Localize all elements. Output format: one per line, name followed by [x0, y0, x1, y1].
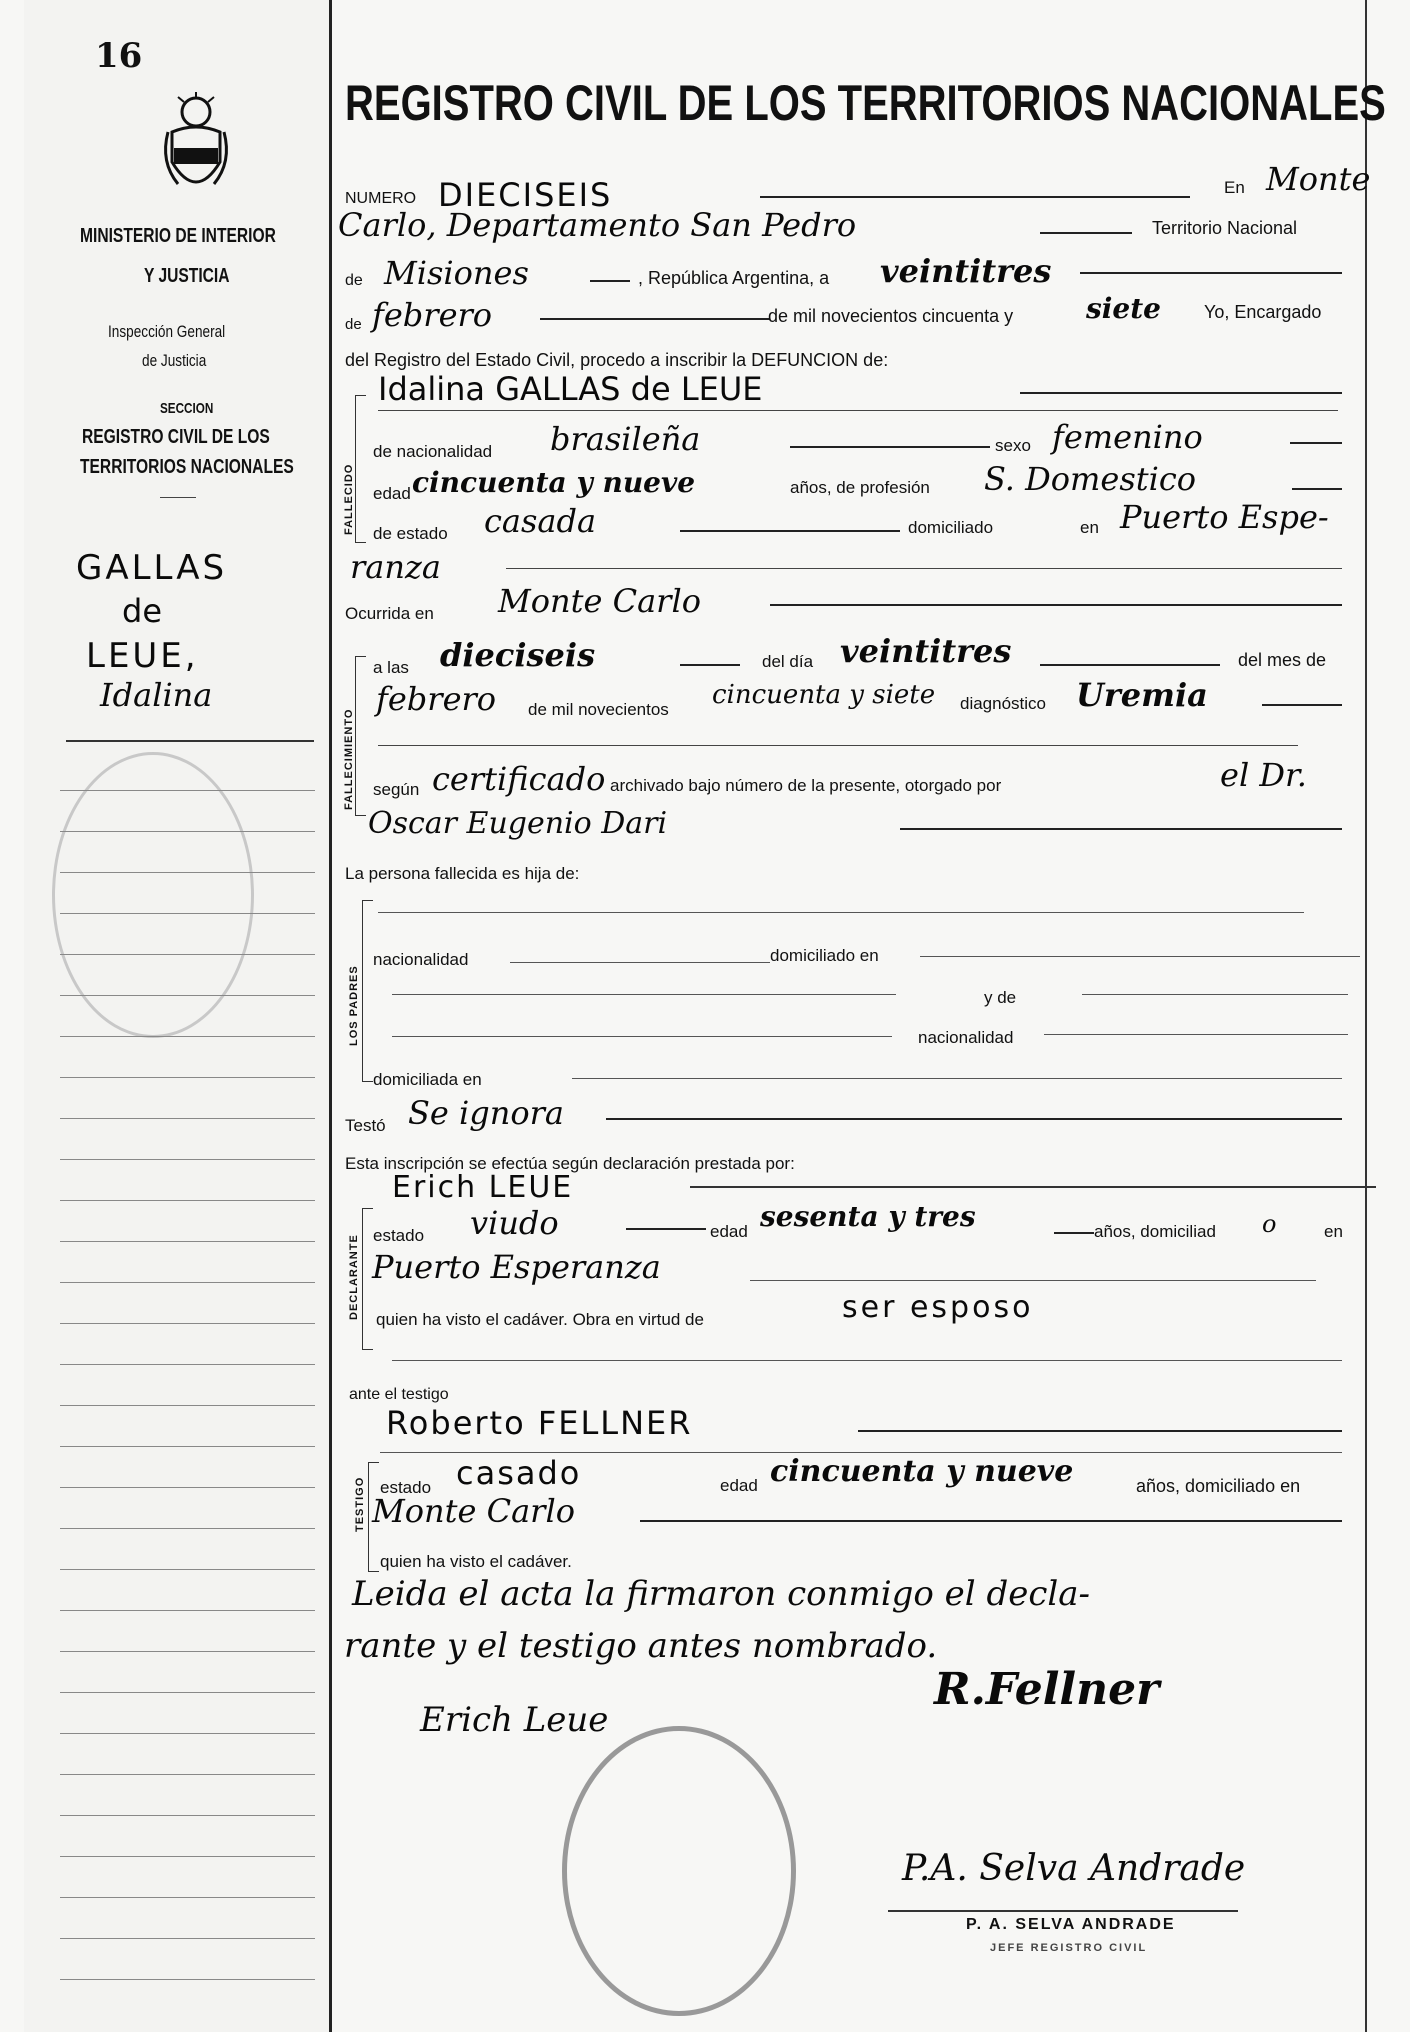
signature-declarante: Erich Leue: [420, 1700, 609, 1740]
annotation-surname: GALLAS: [76, 548, 228, 588]
place-value: Carlo, Departamento San Pedro: [338, 206, 857, 244]
fill-line: [1290, 442, 1342, 444]
estado-label: de estado: [373, 524, 448, 543]
profesion-label: años, de profesión: [790, 478, 930, 497]
anio-value: cincuenta y siete: [712, 680, 936, 710]
margin-ruled-line: [60, 1610, 315, 1611]
estado-value: casada: [484, 502, 597, 540]
fill-line: [392, 1360, 1342, 1361]
coat-of-arms-icon: [158, 92, 234, 204]
del-registro-text: del Registro del Estado Civil, procedo a inscribir la DEFUNCION de:: [345, 350, 889, 370]
margin-ruled-line: [60, 1487, 315, 1488]
domiciliado-label: domiciliado: [908, 518, 994, 537]
fill-line: [1054, 1232, 1094, 1234]
fill-line: [510, 962, 770, 963]
fill-line: [626, 1228, 706, 1230]
fill-line: [680, 530, 900, 532]
edad-label: edad: [373, 484, 411, 503]
padres-nacionalidad2-label: nacionalidad: [918, 1028, 1014, 1047]
fill-line: [590, 280, 630, 282]
diagnostico-value: Uremia: [1076, 676, 1208, 714]
fill-line: [540, 318, 770, 320]
test-estado-label: estado: [380, 1478, 432, 1497]
fill-line: [378, 912, 1304, 913]
hora-value: dieciseis: [440, 636, 596, 674]
section-bracket: [355, 656, 366, 816]
margin-ruled-line: [60, 1979, 315, 1980]
testigo-name: Roberto FELLNER: [386, 1404, 693, 1442]
ocurrida-value: Monte Carlo: [498, 582, 701, 620]
testo-value: Se ignora: [408, 1094, 564, 1132]
republica-label: , República Argentina, a: [638, 268, 830, 288]
nacionalidad-label: de nacionalidad: [373, 442, 493, 461]
signature-testigo: R.Fellner: [934, 1664, 1160, 1715]
margin-ruled-line: [60, 1938, 315, 1939]
annotation-de: de: [122, 592, 162, 630]
decl-anios-suffix: o: [1262, 1210, 1277, 1238]
en-value: Monte: [1266, 160, 1371, 198]
jefe-title: JEFE REGISTRO CIVIL: [990, 1942, 1148, 1954]
section-label: SECCION: [160, 400, 214, 417]
mes-value: febrero: [376, 680, 497, 718]
year-label: de mil novecientos cincuenta y: [768, 306, 1014, 326]
fill-line: [1082, 994, 1348, 995]
fill-line: [392, 994, 896, 995]
fill-line: [1292, 488, 1342, 490]
year-value: siete: [1086, 292, 1161, 325]
fill-line: [1080, 272, 1342, 274]
fill-line: [920, 956, 1360, 957]
fill-line: [750, 1280, 1316, 1281]
margin-ruled-line: [60, 790, 315, 791]
nacionalidad-value: brasileña: [550, 420, 701, 458]
margin-ruled-line: [60, 1446, 315, 1447]
fill-line: [760, 196, 1190, 198]
test-quien-label: quien ha visto el cadáver.: [380, 1552, 572, 1571]
deceased-name: Idalina GALLAS de LEUE: [378, 370, 763, 408]
side-label-fallecido: FALLECIDO: [343, 463, 355, 535]
margin-ruled-line: [60, 1323, 315, 1324]
margin-ruled-line: [60, 1159, 315, 1160]
ministry-line-2: Y JUSTICIA: [144, 265, 230, 287]
side-label-testigo: TESTIGO: [354, 1476, 366, 1532]
fill-line: [690, 1186, 1376, 1188]
test-anios-label: años, domiciliado en: [1136, 1476, 1301, 1496]
side-label-declarante: DECLARANTE: [348, 1234, 360, 1320]
numero-label: NUMERO: [345, 190, 417, 207]
registry-line-2: TERRITORIOS NACIONALES: [80, 456, 294, 478]
edad-value: cincuenta y nueve: [412, 466, 696, 499]
padres-nacionalidad-label: nacionalidad: [373, 950, 469, 969]
territorio-label: Territorio Nacional: [1152, 218, 1298, 238]
day-value: veintitres: [880, 252, 1052, 290]
test-estado-value: casado: [456, 1454, 582, 1492]
name-underline: [378, 410, 1338, 411]
diagnostico-label: diagnóstico: [960, 694, 1047, 713]
dia-value: veintitres: [840, 632, 1012, 670]
del-dia-label: del día: [762, 652, 814, 671]
margin-ruled-line: [60, 1118, 315, 1119]
segun-value: certificado: [432, 760, 606, 798]
page-title: REGISTRO CIVIL DE LOS TERRITORIOS NACIONALES: [345, 75, 1386, 131]
margin-ruled-line: [60, 1528, 315, 1529]
otorgado-value-2: Oscar Eugenio Dari: [368, 806, 668, 841]
page-number: 16: [95, 36, 143, 76]
del-mes-label: del mes de: [1238, 650, 1327, 670]
en-label: En: [1224, 178, 1245, 197]
otorgado-value-1: el Dr.: [1220, 756, 1307, 794]
margin-underline: [66, 740, 314, 742]
fill-line: [1020, 392, 1342, 394]
margin-ruled-line: [60, 1241, 315, 1242]
domiciliada-label: domiciliada en: [373, 1070, 482, 1089]
margin-ruled-line: [60, 831, 315, 832]
de-mil-label: de mil novecientos: [528, 700, 669, 719]
sexo-value: femenino: [1052, 418, 1203, 456]
right-edge-line: [1365, 0, 1367, 2032]
margin-ruled-line: [60, 995, 315, 996]
fill-line: [378, 745, 1298, 746]
decl-en-label: en: [1324, 1222, 1343, 1241]
inscripcion-label: Esta inscripción se efectúa según declaración prestada por:: [345, 1154, 795, 1173]
margin-ruled-line: [60, 1815, 315, 1816]
margin-ruled-line: [60, 1733, 315, 1734]
signature-line: [888, 1910, 1238, 1912]
decl-estado-value: viudo: [470, 1204, 559, 1242]
fill-line: [1262, 704, 1342, 706]
margin-ruled-line: [60, 954, 315, 955]
hija-label: La persona fallecida es hija de:: [345, 864, 580, 883]
de-label: de: [345, 272, 363, 289]
fill-line: [506, 568, 1342, 569]
inspection-line-1: Inspección General: [108, 322, 226, 341]
official-stamp: [562, 1726, 796, 2016]
sexo-label: sexo: [995, 436, 1031, 455]
section-bracket: [362, 900, 373, 1082]
margin-ruled-line: [60, 1282, 315, 1283]
profesion-value: S. Domestico: [984, 460, 1197, 498]
side-label-fallecimiento: FALLECIMIENTO: [343, 708, 355, 810]
margin-ruled-line: [60, 1036, 315, 1037]
fill-line: [900, 828, 1342, 830]
fill-line: [1040, 232, 1132, 234]
section-bracket: [355, 395, 366, 543]
domiciliado-en-label: en: [1080, 518, 1099, 537]
domicilio-value-2: ranza: [350, 548, 441, 586]
decl-edad-value: sesenta y tres: [760, 1200, 976, 1233]
domicilio-value-1: Puerto Espe-: [1120, 498, 1329, 536]
fill-line: [770, 604, 1342, 606]
margin-ruled-line: [60, 1774, 315, 1775]
margin-ruled-line: [60, 1364, 315, 1365]
margin-ruled-line: [60, 1569, 315, 1570]
decl-domicilio-value: Puerto Esperanza: [372, 1248, 661, 1286]
quien-label: quien ha visto el cadáver. Obra en virtud de: [376, 1310, 704, 1329]
testo-label: Testó: [345, 1116, 386, 1135]
de-label-2: de: [345, 316, 362, 333]
fill-line: [790, 446, 990, 448]
fill-line: [572, 1078, 1342, 1079]
decl-estado-label: estado: [373, 1226, 425, 1245]
fill-line: [680, 664, 740, 666]
margin-ruled-line: [60, 1897, 315, 1898]
margin-ruled-line: [60, 1651, 315, 1652]
margin-divider: [329, 0, 332, 2032]
y-de-label: y de: [984, 988, 1017, 1007]
fill-line: [392, 1036, 892, 1037]
margin-ruled-line: [60, 913, 315, 914]
quien-value: ser esposo: [842, 1290, 1034, 1325]
fill-line: [1044, 1034, 1348, 1035]
margin-ruled-line: [60, 1405, 315, 1406]
numero-value: DIECISEIS: [438, 176, 613, 214]
fill-line: [1040, 664, 1220, 666]
decl-anios-label: años, domiciliad: [1094, 1222, 1216, 1241]
ministry-line-1: MINISTERIO DE INTERIOR: [80, 225, 276, 247]
fill-line: [606, 1118, 1342, 1120]
a-las-label: a las: [373, 658, 409, 677]
annotation-given-name: Idalina: [100, 676, 213, 714]
padres-domiciliado-label: domiciliado en: [770, 946, 879, 965]
margin-ruled-line: [60, 1856, 315, 1857]
margin-ruled-line: [60, 872, 315, 873]
margin-ruled-line: [60, 1200, 315, 1201]
segun-label: según: [373, 780, 420, 799]
testigo-label: ante el testigo: [349, 1386, 449, 1403]
encargado-label: Yo, Encargado: [1204, 302, 1322, 322]
archivado-label: archivado bajo número de la presente, otorgado por: [610, 776, 1002, 795]
registry-line-1: REGISTRO CIVIL DE LOS: [82, 426, 270, 448]
test-edad-label: edad: [720, 1476, 758, 1495]
test-edad-value: cincuenta y nueve: [770, 1454, 1074, 1489]
jefe-name: P. A. SELVA ANDRADE: [966, 1916, 1176, 1933]
ocurrida-label: Ocurrida en: [345, 604, 434, 623]
declarante-name: Erich LEUE: [392, 1170, 574, 1205]
inspection-line-2: de Justicia: [142, 351, 207, 370]
test-domicilio-value: Monte Carlo: [372, 1492, 575, 1530]
margin-ruled-line: [60, 1692, 315, 1693]
territorio-value: Misiones: [384, 254, 529, 292]
margin-separator: [160, 497, 196, 498]
margin-ruled-line: [60, 1077, 315, 1078]
fill-line: [640, 1520, 1342, 1522]
fill-line: [858, 1430, 1342, 1432]
annotation-husband-surname: LEUE,: [86, 636, 199, 676]
closing-line-2: rante y el testigo antes nombrado.: [344, 1626, 938, 1666]
signature-jefe: P.A. Selva Andrade: [902, 1848, 1246, 1889]
side-label-los-padres: LOS PADRES: [348, 965, 360, 1046]
fill-line: [380, 1452, 1342, 1453]
month-value: febrero: [372, 296, 493, 334]
closing-line-1: Leida el acta la firmaron conmigo el decla-: [352, 1574, 1091, 1614]
decl-edad-label: edad: [710, 1222, 748, 1241]
